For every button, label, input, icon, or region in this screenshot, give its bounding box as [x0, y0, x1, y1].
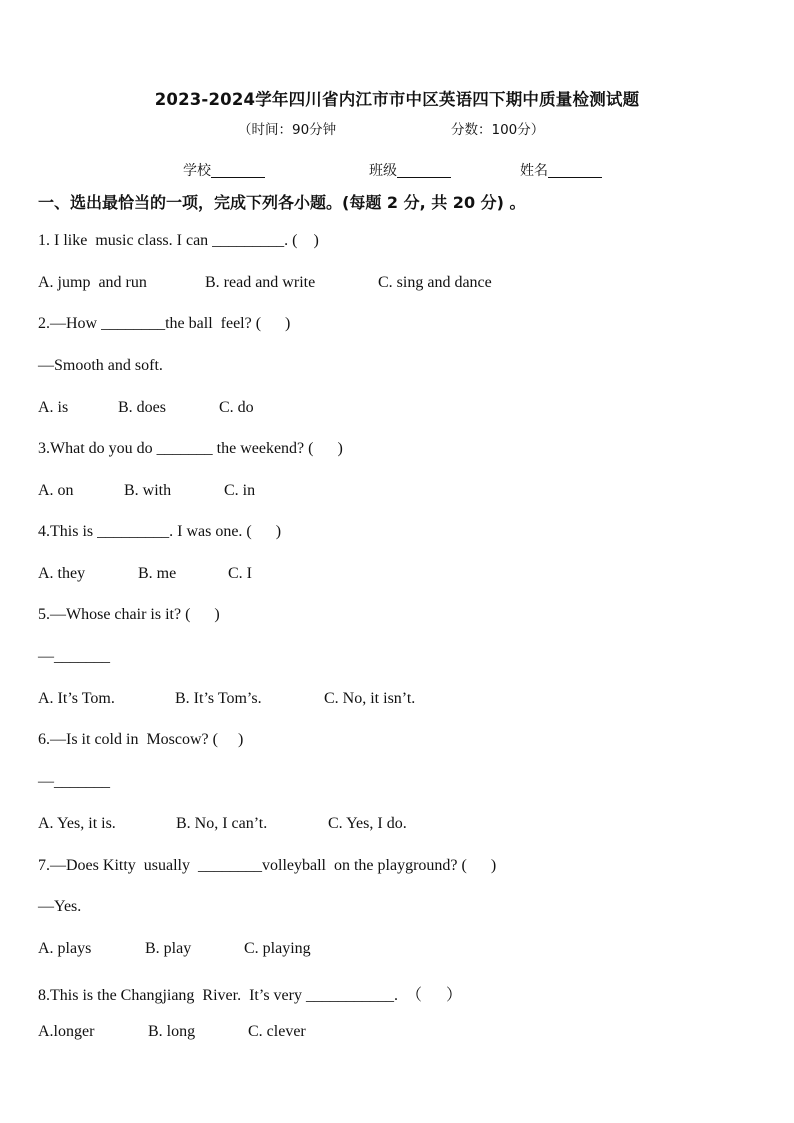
question-1-option-b: B. read and write: [205, 274, 316, 291]
question-6-answer-line: —_______: [38, 773, 110, 790]
question-5-option-b: B. It’s Tom’s.: [175, 690, 262, 707]
question-2-option-a: A. is: [38, 399, 69, 416]
question-8-option-c: C. clever: [248, 1023, 306, 1040]
question-7-option-c: C. playing: [244, 940, 311, 957]
class-blank: [397, 163, 451, 178]
question-1-stem: 1. I like music class. I can _________. ( ): [38, 232, 319, 249]
class-label: 班级: [369, 163, 397, 179]
question-8-option-b: B. long: [148, 1023, 196, 1040]
question-5-option-a: A. It’s Tom.: [38, 690, 115, 707]
question-3-stem: 3.What do you do _______ the weekend? ( ): [38, 440, 343, 457]
question-2-answer-line: —Smooth and soft.: [38, 357, 163, 374]
question-1-option-c: C. sing and dance: [378, 274, 492, 291]
question-3-option-b: B. with: [124, 482, 172, 499]
question-5-stem: 5.—Whose chair is it? ( ): [38, 606, 220, 623]
exam-time: （时间：90分钟: [238, 122, 337, 138]
question-6-stem: 6.—Is it cold in Moscow? ( ): [38, 731, 244, 748]
question-4-stem: 4.This is _________. I was one. ( ): [38, 523, 282, 540]
class-field: [369, 160, 451, 180]
school-blank: [211, 163, 265, 178]
question-5-option-c: C. No, it isn’t.: [324, 690, 416, 707]
name-label: 姓名: [520, 163, 548, 179]
question-7-stem: 7.—Does Kitty usually ________volleyball on the playground? ( ): [38, 857, 497, 874]
question-4-option-b: B. me: [138, 565, 177, 582]
question-4-option-c: C. I: [228, 565, 252, 582]
question-2-option-b: B. does: [118, 399, 166, 416]
school-label: 学校: [183, 163, 211, 179]
section-1-title: 一、选出最恰当的一项，完成下列各小题。(每题 2 分, 共 20 分) 。: [38, 193, 526, 212]
name-field: [520, 160, 602, 180]
question-4-option-a: A. they: [38, 565, 86, 582]
question-2-stem: 2.—How ________the ball feel? ( ): [38, 315, 291, 332]
question-2-option-c: C. do: [219, 399, 254, 416]
question-7-option-a: A. plays: [38, 940, 92, 957]
question-7-answer-line: —Yes.: [38, 898, 82, 915]
question-5-answer-line: —_______: [38, 648, 110, 665]
question-3-option-a: A. on: [38, 482, 74, 499]
question-6-option-c: C. Yes, I do.: [328, 815, 407, 832]
exam-score: 分数：100分）: [451, 122, 545, 138]
question-1-option-a: A. jump and run: [38, 274, 147, 291]
question-8-option-a: A.longer: [38, 1023, 95, 1040]
name-blank: [548, 163, 602, 178]
question-7-option-b: B. play: [145, 940, 192, 957]
question-6-option-a: A. Yes, it is.: [38, 815, 116, 832]
question-8-stem: 8.This is the Changjiang River. It’s very ___________. （ ）: [38, 987, 462, 1004]
question-6-option-b: B. No, I can’t.: [176, 815, 268, 832]
school-field: [183, 160, 265, 180]
question-3-option-c: C. in: [224, 482, 256, 499]
exam-title: 2023-2024学年四川省内江市市中区英语四下期中质量检测试题: [154, 90, 640, 109]
